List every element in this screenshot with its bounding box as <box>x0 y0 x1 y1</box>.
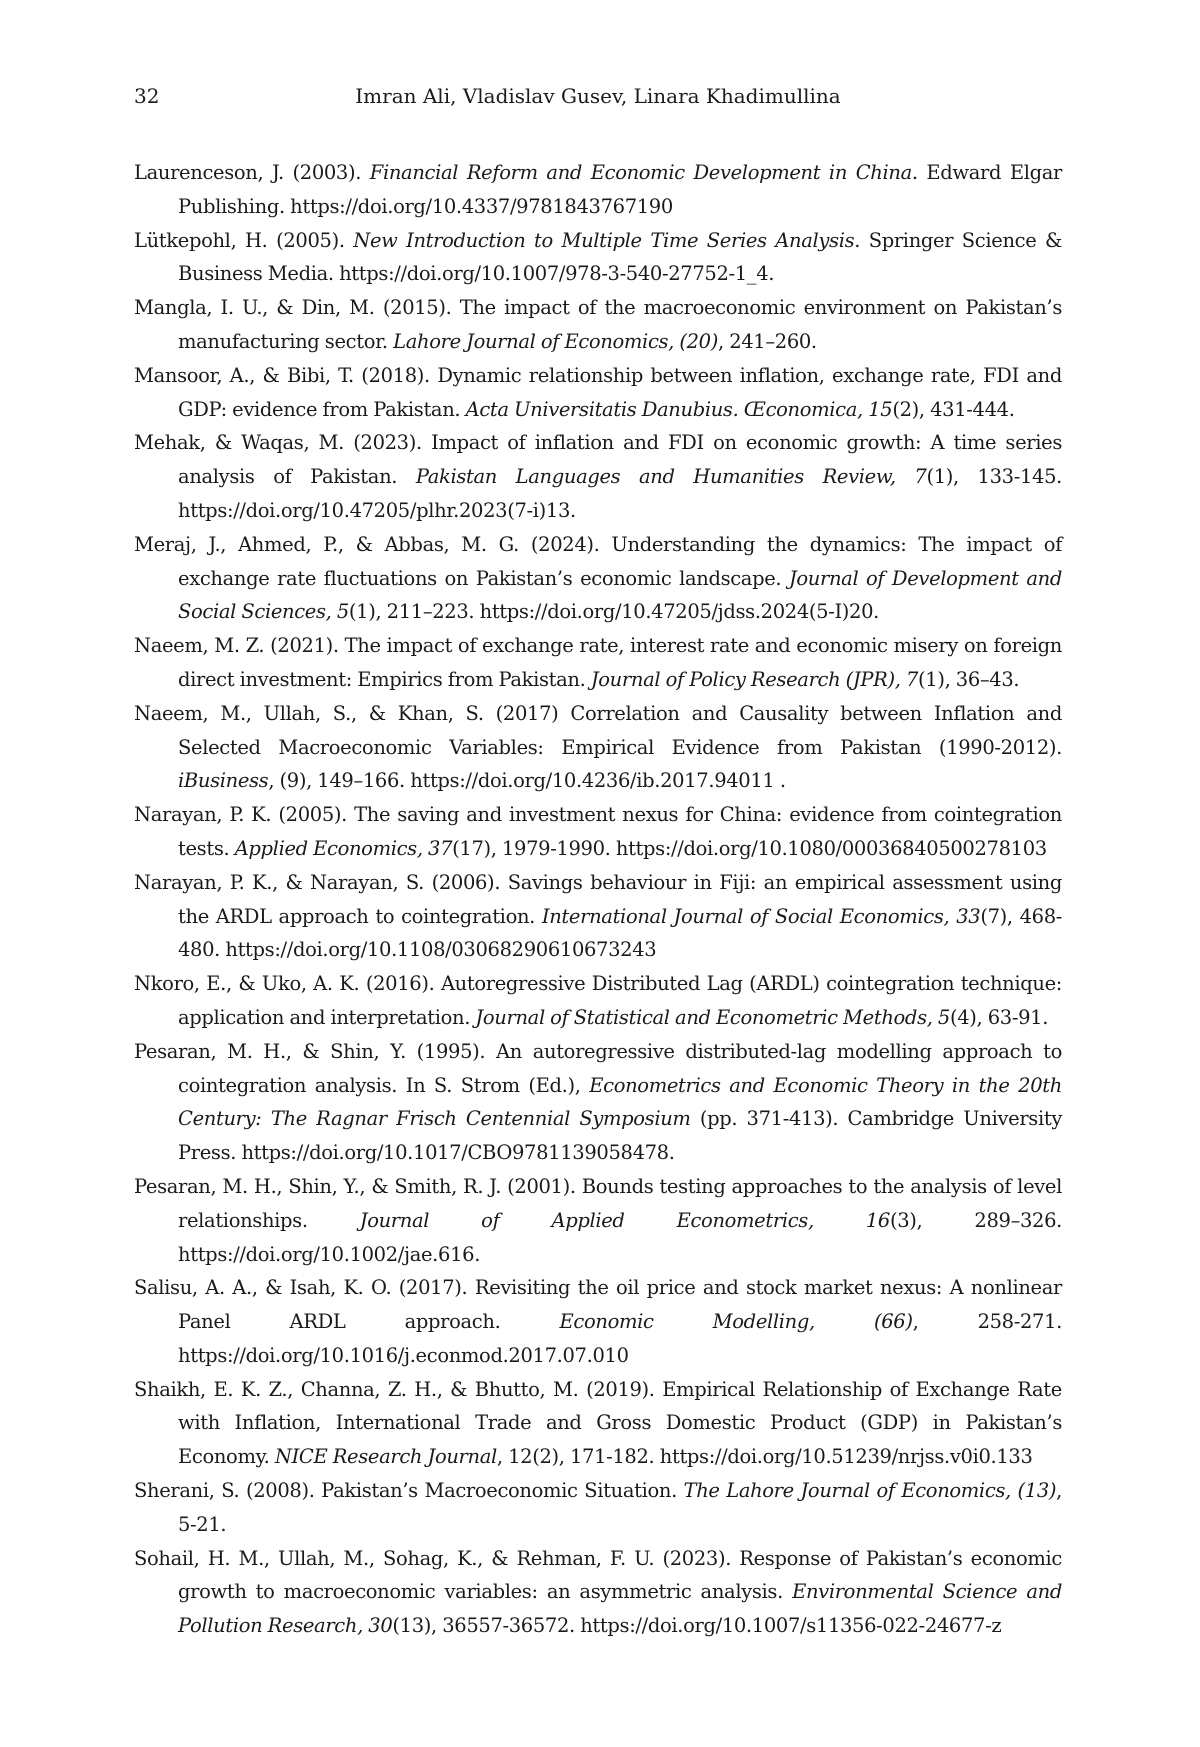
reference-source-title: Econometrics and Economic Theory in the 20th Century: The Ragnar Frisch Centennial Symposium <box>178 1074 1062 1131</box>
reference-entry <box>134 528 1062 629</box>
reference-text: Mangla, I. U., & Din, M. (2015). The impact of the macroeconomic environment on Pakistan’s manufacturing sector. <box>134 296 1062 353</box>
reference-text: Lütkepohl, H. (2005). <box>134 229 353 252</box>
reference-source-title: Acta Universitatis Danubius. Œconomica, 15 <box>466 398 893 421</box>
reference-text: (13), 36557-36572. https://doi.org/10.1007/s11356-022-24677-z <box>392 1614 1001 1637</box>
reference-entry <box>134 1474 1062 1542</box>
reference-entry <box>134 156 1062 224</box>
reference-text: Pesaran, M. H., Shin, Y., & Smith, R. J. (2001). Bounds testing approaches to the analysis of level relationships. <box>134 1175 1062 1232</box>
reference-text: , 12(2), 171-182. https://doi.org/10.51239/nrjss.v0i0.133 <box>497 1445 1033 1468</box>
reference-entry <box>134 1373 1062 1474</box>
reference-text: , 241–260. <box>718 330 817 353</box>
reference-source-title: Lahore Journal of Economics, (20) <box>393 330 718 353</box>
reference-text: Sherani, S. (2008). Pakistan’s Macroeconomic Situation. <box>134 1479 684 1502</box>
reference-text: Nkoro, E., & Uko, A. K. (2016). Autoregressive Distributed Lag (ARDL) cointegration technique: application and interpretation. <box>134 972 1062 1029</box>
reference-source-title: Applied Economics, 37 <box>235 837 452 860</box>
reference-source-title: Journal of Development and Social Sciences, 5 <box>178 567 1062 624</box>
reference-entry <box>134 697 1062 798</box>
reference-text: Mehak, & Waqas, M. (2023). Impact of inflation and FDI on economic growth: A time series analysis of Pakistan. <box>134 431 1062 488</box>
reference-entry <box>134 291 1062 359</box>
reference-text: (4), 63-91. <box>950 1006 1048 1029</box>
reference-text: Naeem, M., Ullah, S., & Khan, S. (2017) Correlation and Causality between Inflation and Selected Macroeconomic Variables: Empirical Evidence from Pakistan (1990-2012). <box>134 702 1062 759</box>
reference-text: Pesaran, M. H., & Shin, Y. (1995). An autoregressive distributed-lag modelling approach to cointegration analysis. In S. Strom (Ed.), <box>134 1040 1062 1097</box>
reference-source-title: Journal of Policy Research (JPR), 7 <box>591 668 918 691</box>
reference-source-title: The Lahore Journal of Economics, (13) <box>684 1479 1057 1502</box>
reference-entry <box>134 1035 1062 1170</box>
reference-text: , 5-21. <box>178 1479 1062 1536</box>
reference-text: (17), 1979-1990. https://doi.org/10.1080/00036840500278103 <box>452 837 1047 860</box>
reference-text: Meraj, J., Ahmed, P., & Abbas, M. G. (2024). Understanding the dynamics: The impact of exchange rate fluctuations on Pakistan’s economic landscape. <box>134 533 1062 590</box>
reference-entry <box>134 967 1062 1035</box>
reference-text: Mansoor, A., & Bibi, T. (2018). Dynamic relationship between inflation, exchange rate, FDI and GDP: evidence from Pakistan. <box>134 364 1062 421</box>
reference-text: (3), 289–326. https://doi.org/10.1002/jae.616. <box>178 1209 1062 1266</box>
reference-text: (pp. 371-413). Cambridge University Press. https://doi.org/10.1017/CBO9781139058478. <box>178 1107 1062 1164</box>
page-number: 32 <box>134 84 159 108</box>
reference-entry <box>134 1271 1062 1372</box>
reference-text: (1), 211–223. https://doi.org/10.47205/jdss.2024(5-I)20. <box>349 600 879 623</box>
reference-source-title: Journal of Statistical and Econometric Methods, 5 <box>475 1006 950 1029</box>
reference-text: (7), 468-480. https://doi.org/10.1108/03068290610673243 <box>178 905 1062 962</box>
reference-source-title: Pakistan Languages and Humanities Review, 7 <box>416 465 927 488</box>
reference-text: Narayan, P. K., & Narayan, S. (2006). Savings behaviour in Fiji: an empirical assessment using the ARDL approach to cointegration. <box>134 871 1062 928</box>
reference-entry <box>134 798 1062 866</box>
reference-source-title: NICE Research Journal <box>275 1445 497 1468</box>
reference-text: (2), 431-444. <box>892 398 1014 421</box>
reference-text: Sohail, H. M., Ullah, M., Sohag, K., & Rehman, F. U. (2023). Response of Pakistan’s economic growth to macroeconomic variables: an asymmetric analysis. <box>134 1547 1062 1604</box>
reference-text: Edward Elgar Publishing. https://doi.org/10.4337/9781843767190 <box>178 161 1062 218</box>
reference-text: Narayan, P. K. (2005). The saving and investment nexus for China: evidence from cointegration tests. <box>134 803 1062 860</box>
reference-source-title: Environmental Science and Pollution Research, 30 <box>178 1580 1062 1637</box>
reference-entry <box>134 866 1062 967</box>
reference-source-title: Journal of Applied Econometrics, 16 <box>360 1209 890 1232</box>
reference-text: . Springer Science & Business Media. https://doi.org/10.1007/978-3-540-27752-1_4. <box>178 229 1062 286</box>
reference-entry <box>134 224 1062 292</box>
reference-text: Naeem, M. Z. (2021). The impact of exchange rate, interest rate and economic misery on foreign direct investment: Empirics from Pakistan. <box>134 634 1062 691</box>
reference-source-title: International Journal of Social Economics, 33 <box>542 905 980 928</box>
reference-entry <box>134 1542 1062 1643</box>
reference-text: (1), 133-145. https://doi.org/10.47205/plhr.2023(7-i)13. <box>178 465 1062 522</box>
reference-source-title: Economic Modelling, (66) <box>560 1310 913 1333</box>
reference-entry <box>134 1170 1062 1271</box>
reference-entry <box>134 359 1062 427</box>
reference-list <box>134 156 1062 1643</box>
reference-entry <box>134 426 1062 527</box>
reference-text: Laurenceson, J. (2003). <box>134 161 370 184</box>
reference-text: , 258-271. https://doi.org/10.1016/j.econmod.2017.07.010 <box>178 1310 1062 1367</box>
page-header <box>134 84 1062 114</box>
reference-source-title: Financial Reform and Economic Development in China. <box>370 161 918 184</box>
reference-entry <box>134 629 1062 697</box>
reference-source-title: iBusiness <box>178 769 268 792</box>
reference-text: Shaikh, E. K. Z., Channa, Z. H., & Bhutto, M. (2019). Empirical Relationship of Exchange Rate with Inflation, International Trade and Gross Domestic Product (GDP) in Pakistan’s Economy. <box>134 1378 1062 1469</box>
reference-text: , (9), 149–166. https://doi.org/10.4236/ib.2017.94011 . <box>268 769 785 792</box>
reference-text: Salisu, A. A., & Isah, K. O. (2017). Revisiting the oil price and stock market nexus: A nonlinear Panel ARDL approach. <box>134 1276 1062 1333</box>
reference-source-title: New Introduction to Multiple Time Series Analysis <box>353 229 854 252</box>
reference-text: (1), 36–43. <box>918 668 1019 691</box>
running-head: Imran Ali, Vladislav Gusev, Linara Khadimullina <box>134 84 1062 108</box>
